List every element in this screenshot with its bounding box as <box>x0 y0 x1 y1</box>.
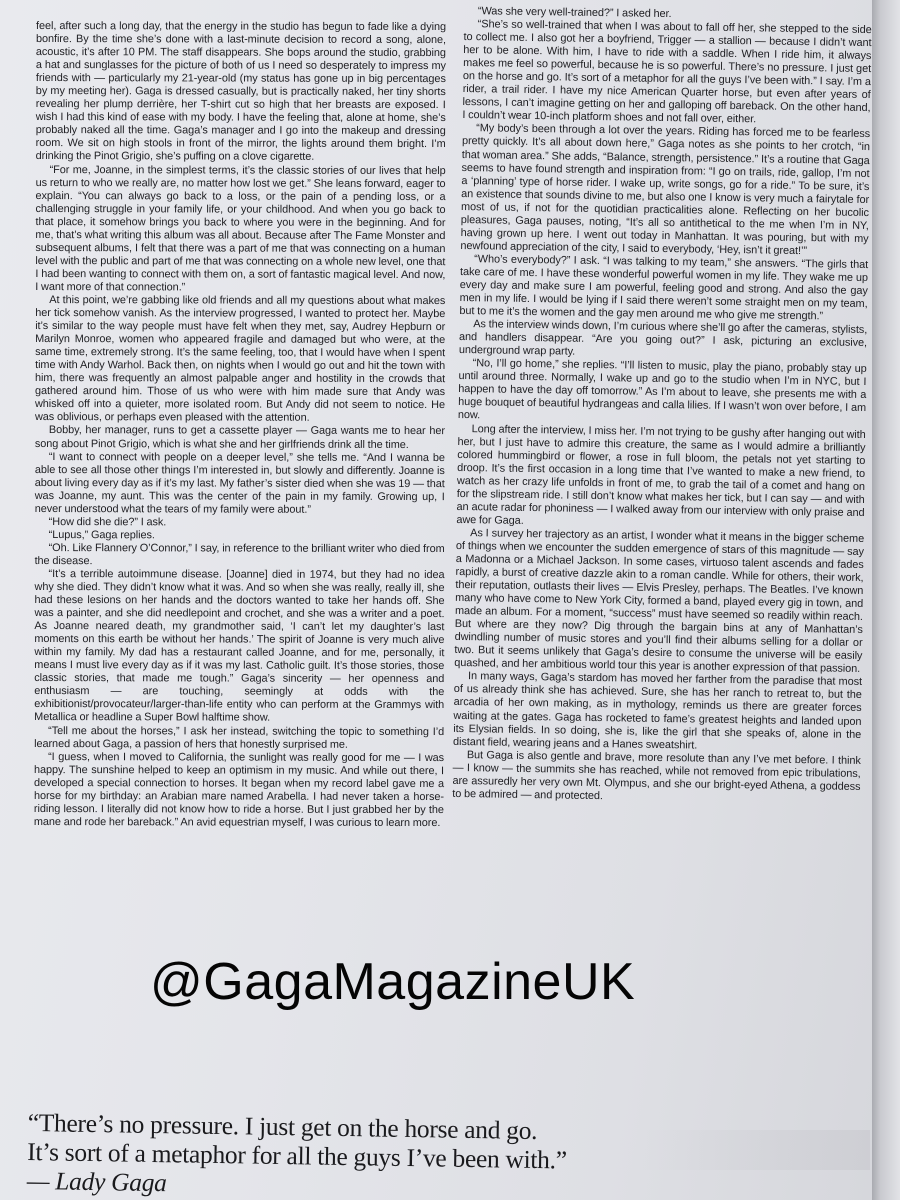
paragraph: “How did she die?” I ask. <box>48 515 167 529</box>
article-column-left <box>34 20 446 830</box>
paragraph: Long after the interview, I miss her. I’m not trying to be gushy after hanging out with her, but I just have to admire this creature, the same as I would admire a brilliantly colored hummingbird or flower, a rose in full bloom, the petals not yet starting to droop. It’s the first occasion in a long time that I’ve wanted to make a new friend, to watch as her crazy life unfolds in front of me, to grab the tail of a comet and hang on for the slipstream ride. I still don’t know what makes her tick, but I can say — and with an acute radar for phoniness — I walked away from our interview with only praise and awe for Gaga. <box>456 422 866 527</box>
paragraph: “No, I’ll go home,” she replies. “I’ll listen to music, play the piano, probably stay up until around three. Normally, I wake up and go to the studio when I’m in NYC, but I happen to have the day off tomorrow.” As I’m about to leave, she presents me with a huge bouquet of beautiful hydrangeas and calla lilies. If I wasn’t won over before, I am now. <box>457 357 867 422</box>
paragraph: As the interview winds down, I’m curious where she’ll go after the cameras, stylists, and handlers disappear. “Are you going out?” I ask, picturing an exclusive, underground wrap party. <box>458 318 868 358</box>
paragraph: “It’s a terrible autoimmune disease. [Joanne] died in 1974, but they had no idea why she died. They didn’t know what it was. And so when she was really, really ill, she had these lesions on her hands and the doctors wanted to take her hands off. She was a painter, and she did needlepoint and crochet, and she was a writer and a poet. As Joanne neared death, my grandmother said, ‘I can’t let my daughter’s last moments on this earth be without her hands.’ The spirit of Joanne is very much alive within my family. My dad has a restaurant called Joanne, and for me, personally, it means I must live every day as if it was my last. Catholic guilt. It’s those stories, those classic stories, that made me tough.” Gaga’s sincerity — her openness and enthusiasm — are touching, seemingly at odds with the exhibitionist/provocateur/larger-than-life entity who can perform at the Grammys with Metallica or headline a Super Bowl halftime show. <box>34 568 445 725</box>
paragraph: “For me, Joanne, in the simplest terms, it’s the classic stories of our lives that help us return to who we really are, no matter how lost we get.” She leans forward, eager to explain. “You can always go back to a loss, or the pain of a pending loss, or a challenging struggle in your family life, or your childhood. And when you go back to that place, it somehow brings you back to where you were in the beginning. And for me, that’s what writing this album was all about. Because after The Fame Monster and subsequent albums, I felt that there was a part of me that was connecting on a human level with the public and part of me that was connecting on a whole new level, one that I had been wanting to connect with them on, a sort of fantastic magical level. And now, I want more of that connection.” <box>35 163 446 294</box>
paragraph: But Gaga is also gentle and brave, more resolute than any I’ve met before. I think — I know — the summits she has reached, while not removed from epic tribulations, are assuredly her very own Mt. Olympus, and she our bright-eyed Athena, a goddess to be admired — and protected. <box>452 748 861 802</box>
paragraph: “I want to connect with people on a deeper level,” she tells me. “And I wanna be able to see all those other things I’m interested in, but slowly and differently. Joanne is about living every day as if it’s my last. My father’s sister died when she was 19 — that was Joanne, my aunt. This was the center of the pain in my family. Growing up, I never understood what the tears of my family were about.” <box>34 450 445 516</box>
paragraph: “Tell me about the horses,” I ask her instead, switching the topic to something I’d learned about Gaga, a passion of hers that honestly surprised me. <box>34 724 445 751</box>
page-edge <box>872 0 900 1200</box>
paragraph: “Oh. Like Flannery O’Connor,” I say, in reference to the brilliant writer who died from the disease. <box>34 541 445 568</box>
paragraph: feel, after such a long day, that the energy in the studio has begun to fade like a dying bonfire. By the time she’s done with a last-minute decision to record a song, alone, acoustic, it’s after 10 PM. The staff disappears. She bops around the studio, grabbing a hat and sunglasses for the picture of both of us I need so desperately to impress my friends with — particularly my 21-year-old (my status has gone up in big percentages by my meeting her). Gaga is dressed casually, but is practically naked, her tiny shorts revealing her plump derrière, her T-shirt cut so high that her breasts are exposed. I wish I had this kind of ease with my body. I have the feeling that, alone at home, she’s probably naked all the time. Gaga’s manager and I go into the makeup and dressing room. We sit on high stools in front of the mirror, the lights around them bright. I’m drinking the Pinot Grigio, she’s puffing on a clove cigarette. <box>35 20 446 164</box>
watermark-handle: @GagaMagazineUK <box>150 953 636 1011</box>
paragraph: As I survey her trajectory as an artist, I wonder what it means in the bigger scheme of things when we encounter the sudden emergence of stars of this magnitude — say a Madonna or a Michael Jackson. In some cases, virtuoso talent ascends and fades rapidly, a burst of creative dazzle akin to a roman candle. While for others, their work, their reputation, outlasts their lives — Elvis Presley, perhaps. The Beatles. I’ve known many who have come to New York City, formed a band, played every gig in town, and made an album. For a moment, “success” must have seemed so readily within reach. But where are they now? Dig through the bargain bins at any of Manhattan’s dwindling number of music stores and you’ll find their albums selling for a dollar or two. But it seems unlikely that Gaga’s desire to consume the universe will be easily quashed, and her ambitious world tour this year is another expression of that passion. <box>454 527 865 676</box>
paragraph: “My body’s been through a lot over the years. Riding has forced me to be fearless pretty quickly. It’s all about down here,” Gaga notes as she points to her crotch, “in that woman area.” She adds, “Balance, strength, persistence.” It’s a routine that Gaga seems to have found strength and inspiration from: “I go on trails, ride, gallop, I’m not a ‘planning’ type of horse rider. I wake up, write songs, go for a ride.” To be sure, it’s an existence that sounds divine to me, but also one I know is very much a fairytale for most of us, if not for the quotidian practicalities alone. Reflecting on her bucolic pleasures, Gaga pauses, noting, “It’s all so antithetical to the me when I’m in NY, having grown up here. I went out today in Manhattan. It was pouring, but with my newfound appreciation of the city, I said to everybody, ‘Hey, isn’t it great!’” <box>460 122 871 257</box>
paragraph: “Who’s everybody?” I ask. “I was talking to my team,” she answers. “The girls that take care of me. I have these wonderful powerful women in my life. They wake me up every day and make sure I am powerful, feeling good and strong. And also the gay men in my life. I would be lying if I said there weren’t some straight men on my team, but to me it’s the women and the gay men around me who give me strength.” <box>459 253 869 323</box>
paragraph: “I guess, when I moved to California, the sunlight was really good for me — I was happy. The sunshine helped to keep an optimism in my music. And while out there, I developed a special connection to horses. It began when my record label gave me a horse for my birthday: an Arabian mare named Arabella. I had never taken a horse-riding lesson. I literally did not know how to ride a horse. But I just grabbed her by the mane and rode her bareback.” An avid equestrian myself, I was curious to learn more. <box>33 750 445 829</box>
pull-quote-line: It’s sort of a metaphor for all the guys I’ve been with.” <box>27 1136 567 1175</box>
pull-quote-attribution: — Lady Gaga <box>26 1165 167 1198</box>
paragraph: Bobby, her manager, runs to get a cassette player — Gaga wants me to hear her song about Pinot Grigio, which is what she and her girlfriends drink all the time. <box>34 424 445 451</box>
paragraph: “Lupus,” Gaga replies. <box>48 528 155 542</box>
pull-quote-line: “There’s no pressure. I just get on the horse and go. <box>27 1108 538 1145</box>
paragraph: “She’s so well-trained that when I was about to fall off her, she stepped to the side to collect me. I also got her a boyfriend, Trigger — a stallion — because I didn’t want her to be alone. With him, I have to ride with a saddle. When I ride him, it always makes me feel so powerful, because he is so powerful. There’s no pressure. I just get on the horse and go. It’s sort of a metaphor for all the guys I’ve been with.” I say. I’m a rider, a trail rider. I have my nice American Quarter horse, but even after years of lessons, I can’t imagine getting on her and galloping off bareback. On the other hand, I couldn’t wear 10-inch platform shoes and not fall over, either. <box>462 18 872 126</box>
pull-quote <box>27 1108 728 1200</box>
paragraph: At this point, we’re gabbing like old friends and all my questions about what makes her tick somehow vanish. As the interview progressed, I wanted to protect her. Maybe it’s similar to the way people must have felt when they met, say, Audrey Hepburn or Marilyn Monroe, women who appeared fragile and damaged but who were, at the same time, extremely strong. It’s the same feeling, too, that I would have when I spent time with Andy Warhol. Back then, on nights when I would go out and hit the town with him, there was frequently an almost palpable anger and hostility in the crowds that gathered around him. Those of us who were with him made sure that Andy was whisked off into a quieter, more isolated room. But Andy did not seem to notice. He was oblivious, or perhaps even pleased with the attention. <box>34 294 446 425</box>
paragraph: In many ways, Gaga’s stardom has moved her farther from the paradise that most of us already think she has achieved. Sure, she has her ranch to retreat to, but the arcadia of her own making, as in mythology, reminds us there are greater forces waiting at the gates. Gaga has rocketed to fame’s greatest heights and landed upon its Elysian fields. In so doing, she is, like the girl that she speaks of, alone in the distant field, wearing jeans and a Hanes sweatshirt. <box>452 670 863 752</box>
article-column-right <box>452 5 872 807</box>
paragraph: “Was she very well-trained?” I asked her. <box>477 5 672 21</box>
